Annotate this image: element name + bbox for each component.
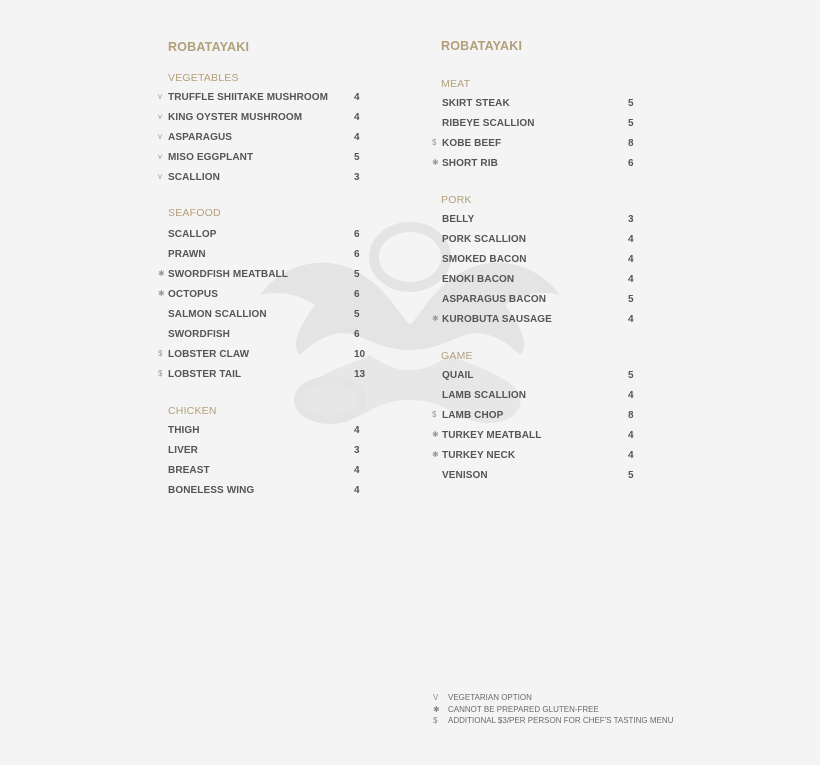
item-price: 5 <box>628 370 634 381</box>
item-price: 4 <box>628 430 634 441</box>
menu-item <box>158 309 378 323</box>
right-column-title: ROBATAYAKI <box>441 39 523 53</box>
item-name: SALMON SCALLION <box>168 309 267 320</box>
menu-item <box>158 229 378 243</box>
menu-item <box>158 132 378 146</box>
item-price: 4 <box>628 274 634 285</box>
legend-text: ADDITIONAL $3/PER PERSON FOR CHEF'S TASTING MENU <box>448 716 674 725</box>
item-name: LIVER <box>168 445 198 456</box>
item-price: 5 <box>628 470 634 481</box>
item-mark: v <box>158 152 162 161</box>
menu-item <box>158 249 378 263</box>
item-mark: $ <box>432 410 437 419</box>
item-name: THIGH <box>168 425 200 436</box>
item-name: ASPARAGUS BACON <box>442 294 547 305</box>
item-mark: ✱ <box>432 158 439 167</box>
item-mark: v <box>158 112 162 121</box>
menu-item <box>158 369 378 383</box>
item-price: 4 <box>628 254 634 265</box>
item-name: LOBSTER TAIL <box>168 369 242 380</box>
item-name: LOBSTER CLAW <box>168 349 250 360</box>
item-price: 10 <box>354 349 366 360</box>
item-price: 4 <box>354 465 360 476</box>
legend-symbol: ✱ <box>433 704 440 714</box>
menu-item <box>432 314 652 328</box>
item-mark: ✱ <box>158 289 165 298</box>
item-name: RIBEYE SCALLION <box>442 118 535 129</box>
item-price: 8 <box>628 138 634 149</box>
legend-symbol: V <box>433 693 439 702</box>
item-name: BELLY <box>442 214 475 225</box>
item-name: SMOKED BACON <box>442 254 527 265</box>
item-name: MISO EGGPLANT <box>168 152 254 163</box>
item-price: 5 <box>628 118 634 129</box>
item-name: VENISON <box>442 470 488 481</box>
menu-item <box>158 152 378 166</box>
section-pork: PORK <box>441 194 472 206</box>
item-name: ENOKI BACON <box>442 274 515 285</box>
section-game: GAME <box>441 350 473 362</box>
menu-item <box>158 465 378 479</box>
item-name: SCALLION <box>168 172 220 183</box>
item-name: PRAWN <box>168 249 206 260</box>
menu-item <box>432 274 652 288</box>
section-chicken: CHICKEN <box>168 405 217 417</box>
item-price: 4 <box>354 485 360 496</box>
menu-item <box>432 214 652 228</box>
item-price: 4 <box>628 450 634 461</box>
left-column-title: ROBATAYAKI <box>168 40 250 54</box>
section-seafood: SEAFOOD <box>168 207 221 219</box>
item-price: 4 <box>354 92 360 103</box>
item-mark: ✱ <box>432 314 439 323</box>
item-price: 6 <box>354 249 360 260</box>
menu-item <box>158 112 378 126</box>
item-price: 4 <box>628 234 634 245</box>
item-name: TRUFFLE SHIITAKE MUSHROOM <box>168 92 329 103</box>
item-name: LAMB CHOP <box>442 410 504 421</box>
item-mark: $ <box>432 138 437 147</box>
legend-text: CANNOT BE PREPARED GLUTEN-FREE <box>448 704 599 714</box>
item-price: 5 <box>354 269 360 280</box>
item-mark: ✱ <box>432 430 439 439</box>
item-price: 4 <box>628 390 634 401</box>
item-name: SWORDFISH MEATBALL <box>168 269 288 280</box>
item-price: 5 <box>628 98 634 109</box>
item-price: 4 <box>354 425 360 436</box>
menu-item <box>432 450 652 464</box>
item-price: 6 <box>354 289 360 300</box>
item-mark: ✱ <box>432 450 439 459</box>
item-price: 6 <box>628 158 634 169</box>
item-name: OCTOPUS <box>168 289 218 300</box>
item-price: 3 <box>354 172 360 183</box>
menu-item <box>158 289 378 303</box>
item-price: 4 <box>628 314 634 325</box>
item-price: 6 <box>354 229 360 240</box>
menu-item <box>432 98 652 112</box>
item-name: SWORDFISH <box>168 329 231 340</box>
item-name: KOBE BEEF <box>442 138 502 149</box>
menu-item <box>432 430 652 444</box>
item-name: ASPARAGUS <box>168 132 233 143</box>
item-mark: v <box>158 172 162 181</box>
item-mark: ✱ <box>158 269 165 278</box>
menu-item <box>158 485 378 499</box>
item-name: TURKEY NECK <box>442 450 516 461</box>
menu-item <box>158 269 378 283</box>
item-name: BREAST <box>168 465 210 476</box>
menu-item <box>432 470 652 484</box>
item-price: 5 <box>354 152 360 163</box>
item-price: 4 <box>354 112 360 123</box>
item-mark: v <box>158 132 162 141</box>
item-name: TURKEY MEATBALL <box>442 430 542 441</box>
item-name: LAMB SCALLION <box>442 390 527 401</box>
item-name: SHORT RIB <box>442 158 498 169</box>
menu-item <box>432 234 652 248</box>
item-name: KING OYSTER MUSHROOM <box>168 112 303 123</box>
item-price: 4 <box>354 132 360 143</box>
item-name: PORK SCALLION <box>442 234 527 245</box>
menu-item <box>432 254 652 268</box>
menu-item <box>432 390 652 404</box>
menu-item <box>432 158 652 172</box>
item-price: 6 <box>354 329 360 340</box>
item-price: 5 <box>354 309 360 320</box>
menu-item <box>158 445 378 459</box>
menu-item <box>158 172 378 186</box>
item-name: SCALLOP <box>168 229 217 240</box>
menu-item <box>432 118 652 132</box>
menu-item <box>158 425 378 439</box>
legend-text: VEGETARIAN OPTION <box>448 693 532 702</box>
item-name: SKIRT STEAK <box>442 98 510 109</box>
item-name: KUROBUTA SAUSAGE <box>442 314 552 325</box>
menu-item <box>432 370 652 384</box>
menu-item <box>432 294 652 308</box>
item-price: 3 <box>354 445 360 456</box>
item-name: BONELESS WING <box>168 485 255 496</box>
item-price: 3 <box>628 214 634 225</box>
legend-symbol: $ <box>433 716 438 725</box>
menu-item <box>158 92 378 106</box>
item-mark: $ <box>158 349 163 358</box>
item-price: 5 <box>628 294 634 305</box>
menu-item <box>158 329 378 343</box>
menu-item <box>432 410 652 424</box>
section-meat: MEAT <box>441 78 471 90</box>
section-vegetables: VEGETABLES <box>168 72 239 84</box>
menu-item <box>158 349 378 363</box>
item-price: 13 <box>354 369 366 380</box>
item-mark: $ <box>158 369 163 378</box>
item-price: 8 <box>628 410 634 421</box>
item-name: QUAIL <box>442 370 474 381</box>
menu-item <box>432 138 652 152</box>
item-mark: v <box>158 92 162 101</box>
